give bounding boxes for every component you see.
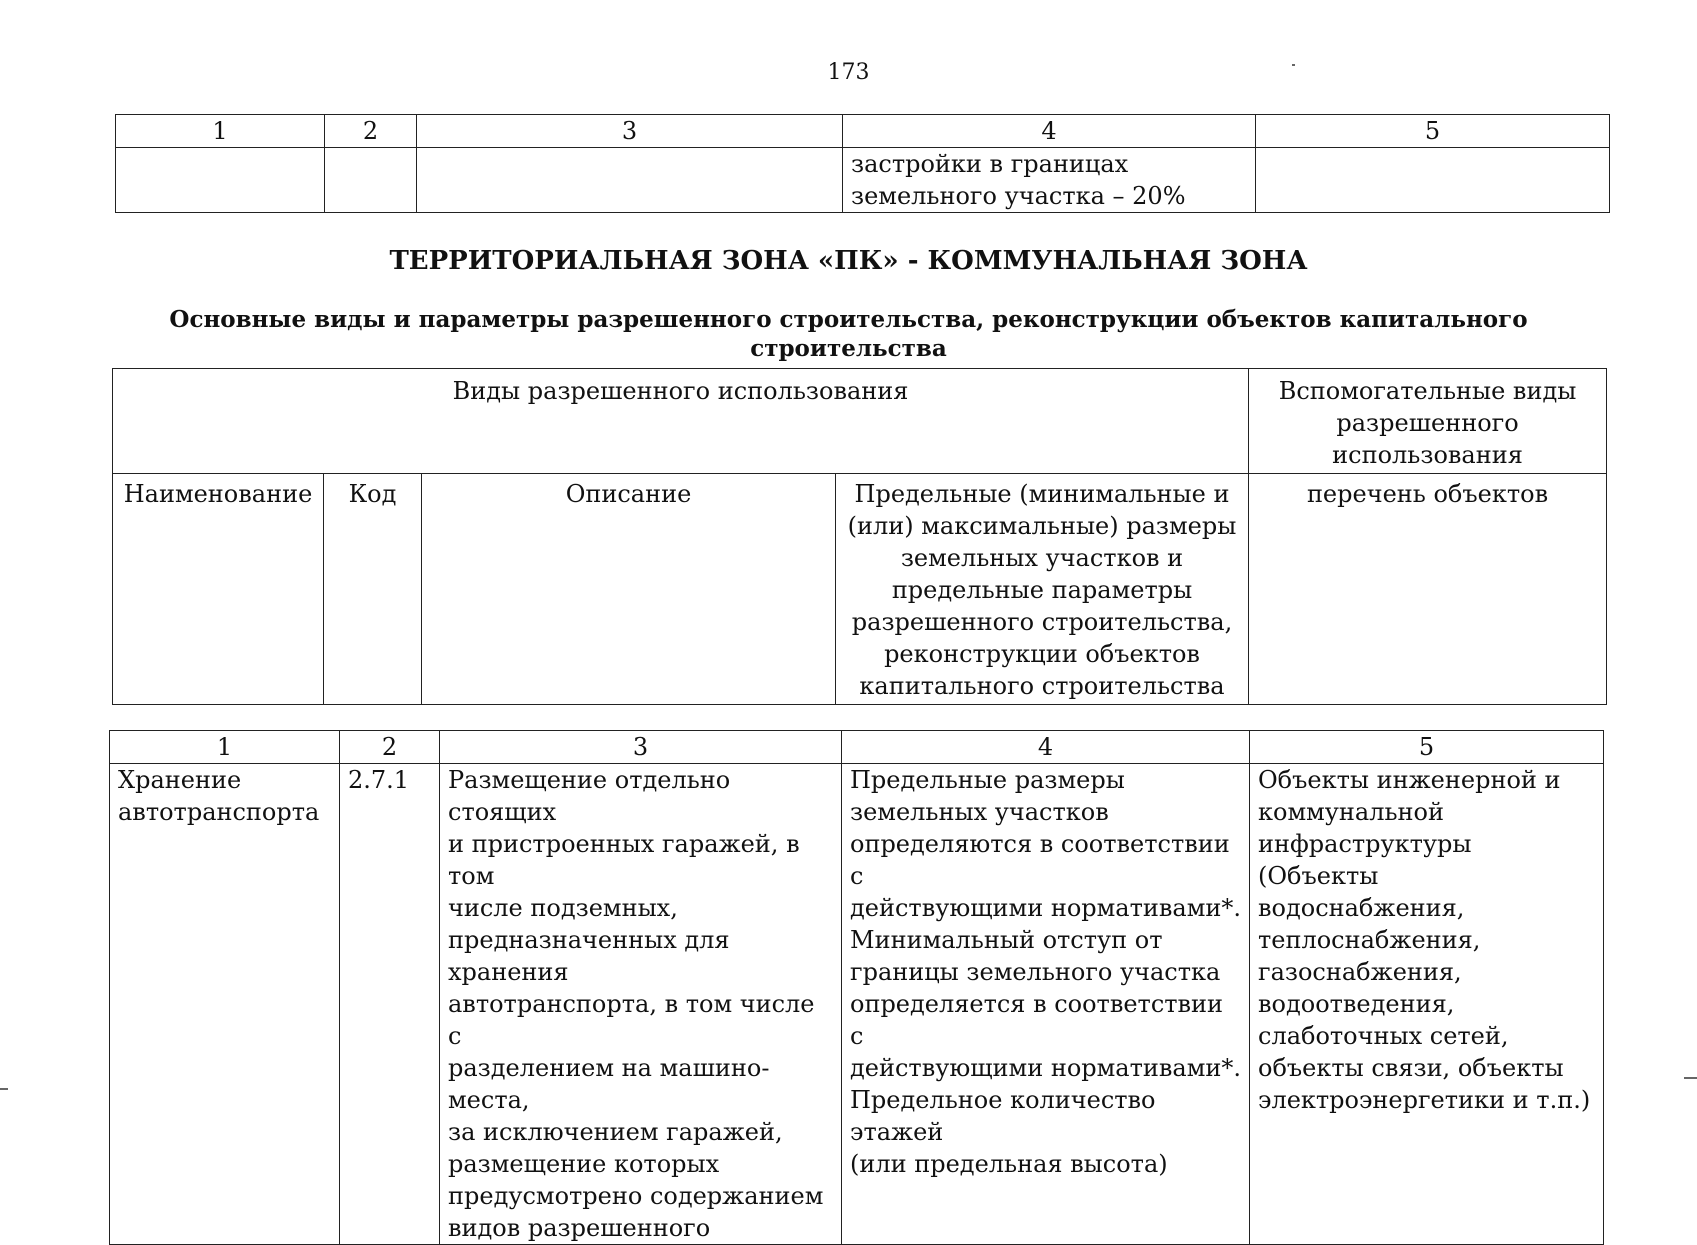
scan-speck bbox=[1292, 64, 1295, 66]
column-number: 3 bbox=[440, 731, 842, 764]
aux-group-header: Вспомогательные виды разрешенного использования bbox=[1249, 369, 1607, 474]
column-number: 1 bbox=[116, 115, 325, 148]
zone-title: ТЕРРИТОРИАЛЬНАЯ ЗОНА «ПК» - КОММУНАЛЬНАЯ ЗОНА bbox=[389, 246, 1308, 276]
col-description-header: Описание bbox=[422, 474, 836, 705]
column-number: 2 bbox=[340, 731, 440, 764]
scan-edge-mark bbox=[1684, 1077, 1697, 1079]
table-row bbox=[110, 764, 1604, 1245]
table-cell bbox=[1256, 148, 1610, 213]
col-objects-header: перечень объектов bbox=[1249, 474, 1607, 705]
use-code: 2.7.1 bbox=[340, 764, 440, 1245]
column-number: 5 bbox=[1256, 115, 1610, 148]
col-name-header: Наименование bbox=[113, 474, 324, 705]
section-title: Основные виды и параметры разрешенного строительства, реконструкции объектов капитального строительства bbox=[169, 306, 1528, 362]
use-name: Хранение автотранспорта bbox=[110, 764, 340, 1245]
column-number: 1 bbox=[110, 731, 340, 764]
column-number-row bbox=[110, 731, 1604, 764]
column-number: 3 bbox=[417, 115, 843, 148]
col-code-header: Код bbox=[324, 474, 422, 705]
column-number: 4 bbox=[842, 731, 1250, 764]
table-cell: застройки в границах земельного участка – 20% bbox=[843, 148, 1256, 213]
column-number: 2 bbox=[325, 115, 417, 148]
use-description: Размещение отдельно стоящих и пристроенных гаражей, в том числе подземных, предназначенных для хранения автотранспорта, в том числе с разделением на машино-места, за исключением гаражей, размещение которых предусмотрено содержанием видов разрешенного bbox=[440, 764, 842, 1245]
table-cell bbox=[325, 148, 417, 213]
table-cell bbox=[116, 148, 325, 213]
table-row bbox=[116, 148, 1610, 213]
main-group-header: Виды разрешенного использования bbox=[113, 369, 1249, 474]
page-number: 173 bbox=[827, 60, 870, 85]
scan-edge-mark bbox=[0, 1088, 8, 1090]
header-table bbox=[112, 368, 1607, 705]
table-cell bbox=[417, 148, 843, 213]
continuation-table bbox=[115, 114, 1610, 213]
col-limits-header: Предельные (минимальные и (или) максимальные) размеры земельных участков и предельные параметры разрешенного строительства, реконструкции объектов капитального строительства bbox=[836, 474, 1249, 705]
use-objects: Объекты инженерной и коммунальной инфраструктуры (Объекты водоснабжения, теплоснабжения, газоснабжения, водоотведения, слаботочных сетей, объекты связи, объекты электроэнергетики и т.п.) bbox=[1250, 764, 1604, 1245]
column-number: 4 bbox=[843, 115, 1256, 148]
column-number-row bbox=[116, 115, 1610, 148]
zone-uses-table bbox=[109, 730, 1604, 1245]
use-limits: Предельные размеры земельных участков определяются в соответствии с действующими нормативами*. Минимальный отступ от границы земельного участка определяется в соответствии с действующими нормативами*. Предельное количество этажей (или предельная высота) bbox=[842, 764, 1250, 1245]
column-number: 5 bbox=[1250, 731, 1604, 764]
